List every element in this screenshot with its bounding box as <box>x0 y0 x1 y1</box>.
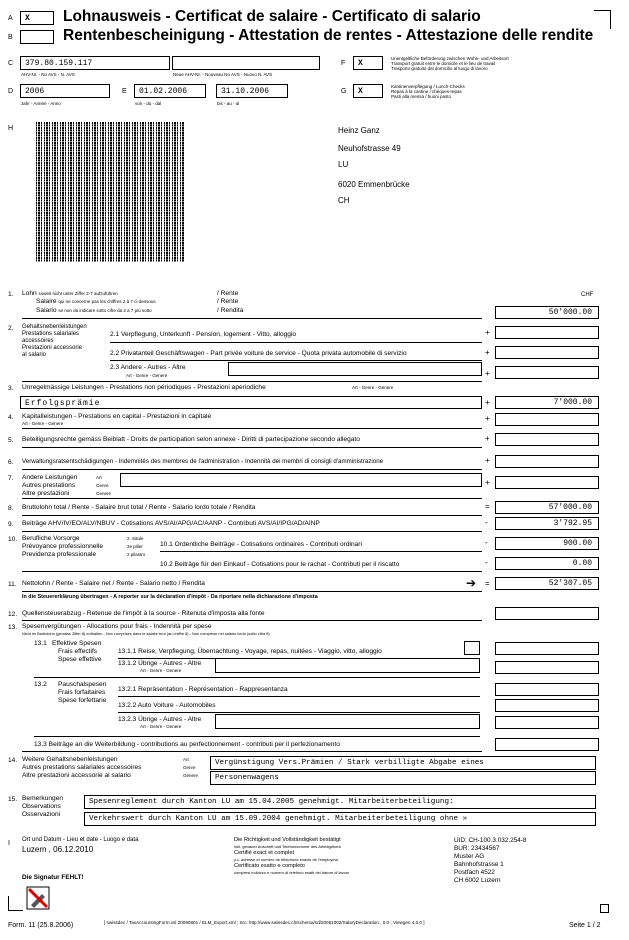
letter-d: D <box>8 88 14 95</box>
confirm-line-3: Certifié exact et complet <box>234 850 295 856</box>
section-f-text-2: Transport gratuit entre le domicile et le lieu de travail <box>391 61 496 66</box>
checkbox-b[interactable] <box>20 30 54 44</box>
row3-type-field[interactable]: Erfolgsprämie <box>20 396 482 409</box>
row11-amount[interactable]: 52'307.05 <box>495 577 599 590</box>
row9-sign: - <box>485 518 488 527</box>
period-to-field[interactable]: 31.10.2006 <box>216 84 288 98</box>
row12-amount[interactable] <box>495 607 599 620</box>
row14-label-2: Autres prestations salariales accessoires <box>22 764 142 771</box>
row12-number: 12. <box>8 611 18 618</box>
row11-number: 11. <box>8 581 17 588</box>
row10-2-amount[interactable]: 0.00 <box>495 557 599 570</box>
year-label: Jahr - Année - Anno <box>21 101 61 106</box>
confirm-line-1: Die Richtigkeit und Vollständigkeit bestätigt <box>234 837 341 843</box>
row2-number: 2. <box>8 325 14 332</box>
section-g-text-2: Repas à la cantine / chèques-repas <box>391 89 462 94</box>
row10-1-label: 10.1 Ordentliche Beiträge - Cotisations ordinaires - Contributi ordinari <box>160 541 362 548</box>
row13-1-number: 13.1 <box>34 640 47 647</box>
place-date-value: Luzern , 06.12.2010 <box>22 845 94 854</box>
row1-label-it: Salario se non da indicare sotto cifre da 2 a 7 più sotto <box>36 307 152 314</box>
row14-type-field-1[interactable]: Vergünstigung Vers.Prämien / Stark verbilligte Abgabe eines <box>210 756 596 770</box>
source-info: [ swissdec / TaxAccountingForm.xsl 20090801 / ELM_Export.xml ; Src: http://www.swissdec.ch/schema/sd/20051002/SalaryDeclaration , 0.0 ; Viewgen 4.0.0 ] <box>104 920 425 925</box>
row7-label-3: Altre prestazioni <box>22 490 70 497</box>
letter-h: H <box>8 125 14 132</box>
row13-1-2-amount[interactable] <box>495 661 599 674</box>
row13-number: 13. <box>8 624 18 631</box>
period-from-field[interactable]: 01.02.2006 <box>134 84 206 98</box>
corner-mark-bottom-left <box>8 896 23 911</box>
row3-number: 3. <box>8 385 14 392</box>
row13-1-label-2: Frais effectifs <box>58 648 98 655</box>
row6-label: Verwaltungsratsentschädigungen - Indemnités des membres de l'administration - Indennità dei membri di consigli d'amministrazione <box>22 458 384 465</box>
row5-amount[interactable] <box>495 433 599 446</box>
row10-pillar-1: 2. Säule <box>127 536 144 541</box>
row8-number: 8. <box>8 505 14 512</box>
corner-mark-bottom-right <box>600 904 609 913</box>
row1-number: 1. <box>8 291 14 298</box>
row7-art-1: Art <box>96 475 102 480</box>
letter-f: F <box>341 60 346 67</box>
row15-label-3: Osservazioni <box>22 811 61 818</box>
row15-label-1: Bemerkungen <box>22 795 64 802</box>
row1-label-de: Lohn soweit nicht unter Ziffer 2-7 aufzuführen <box>22 290 118 297</box>
ahv-number-field[interactable]: 379.80.159.117 <box>20 56 170 70</box>
row1-label-fr: Salaire qui ne concerne pas les chiffres 2 à 7 ci-dessous <box>36 298 156 305</box>
row12-label: Quellensteuerabzug - Retenue de l'impôt à la source - Ritenuta d'imposta alla fonte <box>22 610 265 617</box>
row10-label-3: Previdenza professionale <box>22 551 97 558</box>
employer-company: Muster AG <box>454 853 485 860</box>
row13-2-3-amount[interactable] <box>495 716 599 729</box>
section-g-text-1: Kantinenverpflegung / Lunch-Checks <box>391 84 465 89</box>
row2-label-3: accessoires <box>22 338 54 344</box>
row6-amount[interactable] <box>495 455 599 468</box>
remarks-field-2[interactable]: Verkehrswert durch Kanton LU am 15.09.2004 genehmigt. Mitarbeiterbeteiligung ohne » <box>84 812 596 826</box>
row4-label: Kapitalleistungen - Prestations en capital - Prestazioni in capitale <box>22 413 212 420</box>
row4-number: 4. <box>8 414 14 421</box>
confirm-line-6: compresi indirizzo e numero di telefono esatti del datore di lavoro <box>234 870 350 875</box>
row6-sign: + <box>485 456 490 465</box>
arrow-right-icon: ➔ <box>466 576 477 590</box>
row5-label: Beteiligungsrechte gemäss Beiblatt - Droits de participation selon annexe - Diritti di partecipazione secondo allegato <box>22 436 360 443</box>
period-from-label: von - du - dal <box>135 101 162 106</box>
row1-rent-fr: / Rente <box>217 298 239 305</box>
row13-3-amount[interactable] <box>495 738 599 751</box>
row2-2-sign: + <box>485 348 490 357</box>
row7-label-2: Autres prestations <box>22 482 76 489</box>
row10-2-label: 10.2 Beiträge für den Einkauf - Cotisations pour le rachat - Contributi per il riscatto <box>160 561 400 568</box>
section-f-text-1: Unentgeltliche Beförderung zwischen Wohn- und Arbeitsort <box>391 56 509 61</box>
confirm-line-2: inkl. genauer Anschrift und Telefonnummer des Arbeitgebers <box>234 844 341 849</box>
currency-label: CHF <box>581 292 594 298</box>
row8-amount[interactable]: 57'000.00 <box>495 501 599 514</box>
row2-1-label: 2.1 Verpflegung, Unterkunft - Pension, logement - Vitto, alloggio <box>110 331 297 338</box>
employee-canton: LU <box>338 160 349 169</box>
row1-rent-it: / Rendita <box>217 307 244 314</box>
employee-name: Heinz Ganz <box>338 126 380 135</box>
row5-sign: + <box>485 434 490 443</box>
row8-sign: = <box>485 502 490 511</box>
employee-city: 6020 Emmenbrücke <box>338 180 410 189</box>
row2-label-4: Prestazioni accessorie <box>22 345 83 351</box>
confirm-line-4: y.c. adresse et numéro de téléphone exacts de l'employeur <box>234 857 339 862</box>
row10-label-1: Berufliche Vorsorge <box>22 535 80 542</box>
barcode-image <box>36 122 184 262</box>
confirm-line-5: Certificato esatto e completo <box>234 863 305 869</box>
row11-note: In die Steuererklärung übertragen - A reporter sur la déclaration d'impôt - Da riportare nella dichiarazione d'imposta <box>22 594 318 600</box>
row13-2-2-label: 13.2.2 Auto Voiture - Automobiles <box>118 702 216 709</box>
checkbox-g[interactable]: X <box>353 84 383 98</box>
row13-label: Spesenvergütungen - Allocations pour frais - Indennità per spese <box>22 623 212 630</box>
employer-postbox: Postfach 4522 <box>454 869 495 876</box>
row7-amount[interactable] <box>495 476 599 489</box>
letter-a: A <box>8 15 13 22</box>
row13-1-label-1: Effektive Spesen <box>52 640 102 647</box>
employer-uid: UID: CH-100.3.032.254-8 <box>454 837 527 844</box>
row14-label-3: Altre prestazioni accessorie al salario <box>22 772 131 779</box>
year-field[interactable]: 2006 <box>20 84 110 98</box>
row13-2-2-amount[interactable] <box>495 699 599 712</box>
row11-label: Nettolohn / Rente - Salaire net / Rente - Salario netto / Rendita <box>22 580 205 587</box>
employer-bur: BUR: 23434567 <box>454 845 500 852</box>
row13-1-2-label: 13.1.2 Übrige - Autres - Altre <box>118 660 202 667</box>
letter-e: E <box>122 88 127 95</box>
row13-2-label-1: Pauschalspesen <box>58 681 107 688</box>
employee-street: Neuhofstrasse 49 <box>338 144 401 153</box>
row5-number: 5. <box>8 437 14 444</box>
row13-2-3-sublabel: Art - Genre - Genere <box>140 724 182 729</box>
row10-pillar-2: 2e pilier <box>127 544 143 549</box>
letter-c: C <box>8 60 14 67</box>
row7-sign: + <box>485 478 490 487</box>
row10-2-sign: - <box>485 558 488 567</box>
row13-note: Nicht im Bruttolohn (gemäss Ziffer 8) enthalten - Non comprises dans le salaire brut (au chiffre 8) - Non comprese nel salario lordo (sotto cifra 8) <box>22 631 270 636</box>
row14-art-3: Genere <box>183 773 199 778</box>
row2-3-sign: + <box>485 369 490 378</box>
row15-label-2: Observations <box>22 803 61 810</box>
letter-i: I <box>8 840 10 847</box>
row2-label-1: Gehaltsnebenleistungen <box>22 324 87 330</box>
row2-label-2: Prestations salariales <box>22 331 80 337</box>
row4-amount[interactable] <box>495 413 599 426</box>
employer-street: Bahnhofstrasse 1 <box>454 861 504 868</box>
employer-city: CH 6002 Luzern <box>454 877 501 884</box>
row10-pillar-3: 2 pilastro <box>127 552 146 557</box>
row13-2-number: 13.2 <box>34 681 47 688</box>
ahv-label: AHV-Nr. - No AVS - N. AVS <box>21 72 75 77</box>
employee-country: CH <box>338 196 350 205</box>
row13-2-label-2: Frais forfaitaires <box>58 689 106 696</box>
new-ahv-number-field[interactable] <box>172 56 320 70</box>
row4-sign: + <box>485 414 490 423</box>
row13-1-label-3: Spese effettive <box>58 656 102 663</box>
letter-g: G <box>341 88 347 95</box>
title-b: Rentenbescheinigung - Attestation de rentes - Attestazione delle rendite <box>63 27 594 44</box>
row3-sign: + <box>485 398 490 407</box>
letter-b: B <box>8 34 13 41</box>
row10-1-amount[interactable]: 900.00 <box>495 537 599 550</box>
signature-missing-text: Die Signatur FEHLT! <box>22 874 84 881</box>
form-number: Form. 11 (25.8.2006) <box>8 922 74 929</box>
row10-number: 10. <box>8 536 18 543</box>
row2-3-amount[interactable] <box>495 366 599 379</box>
row13-2-1-label: 13.2.1 Repräsentation - Représentation - Rappresentanza <box>118 686 288 693</box>
row3-amount[interactable]: 7'000.00 <box>495 396 599 409</box>
row2-3-sublabel: Art - Genre - Genere <box>126 373 168 378</box>
row13-1-2-sublabel: Art - Genre - Genere <box>140 668 182 673</box>
row14-type-field-2[interactable]: Personenwagens <box>210 771 596 785</box>
checkbox-a[interactable]: X <box>20 11 54 25</box>
row6-number: 6. <box>8 459 14 466</box>
row3-art-label: Art - Genre - Genere <box>352 385 394 390</box>
row13-1-1-amount[interactable] <box>495 642 599 655</box>
row1-amount[interactable]: 50'000.00 <box>495 306 599 319</box>
row9-number: 9. <box>8 521 14 528</box>
section-f-text-3: Trasporto gratuito dal domicilio al luogo di lavoro <box>391 66 488 71</box>
row13-2-1-amount[interactable] <box>495 683 599 696</box>
row13-3-label: 13.3 Beiträge an die Weiterbildung - contributions au perfectionnement - contributi per il perfezionamento <box>34 741 340 748</box>
row14-art-1: Art <box>183 757 189 762</box>
row13-2-3-label: 13.2.3 Übrige - Autres - Altre <box>118 716 202 723</box>
row2-3-type-field[interactable] <box>228 362 482 376</box>
title-a: Lohnausweis - Certificat de salaire - Certificato di salario <box>63 8 481 25</box>
row15-number: 15. <box>8 796 18 803</box>
page-number: Seite 1 / 2 <box>569 922 601 929</box>
row14-number: 14. <box>8 757 18 764</box>
row2-2-label: 2.2 Privatanteil Geschäftswagen - Part privée voiture de service - Quota privata automobile di servizio <box>110 350 407 357</box>
row13-2-3-type-field[interactable] <box>215 714 480 729</box>
row10-label-2: Prévoyance professionnelle <box>22 543 104 550</box>
row9-label: Beiträge AHV/IV/EO/ALV/NBUV - Cotisations AVS/AI/APG/AC/AANP - Contributi AVS/AI/IPG/AD/AINP <box>22 520 320 527</box>
row2-2-amount[interactable] <box>495 346 599 359</box>
remarks-field-1[interactable]: Spesenreglement durch Kanton LU am 15.04.2005 genehmigt. Mitarbeiterbeteiligung: <box>84 795 596 809</box>
row4-art-label: Art - Genre - Genere <box>22 421 64 426</box>
row13-1-1-label: 13.1.1 Reise, Verpflegung, Übernachtung - Voyage, repas, nuitées - Viaggio, vitto, alloggio <box>118 648 382 655</box>
checkbox-f[interactable]: X <box>353 56 383 70</box>
row2-1-amount[interactable] <box>495 326 599 339</box>
section-g-text-3: Pasti alla mensa / buoni pasto <box>391 94 452 99</box>
row11-sign: = <box>485 579 490 588</box>
row13-1-2-type-field[interactable] <box>215 658 480 673</box>
row2-label-5: al salario <box>22 352 47 358</box>
row7-label-1: Andere Leistungen <box>22 474 78 481</box>
no-signature-icon <box>26 886 50 910</box>
row14-art-2: Genre <box>183 765 196 770</box>
row13-1-1-checkbox[interactable] <box>464 641 480 655</box>
row7-art-3: Genere <box>96 491 112 496</box>
row7-type-field[interactable] <box>120 473 482 487</box>
row10-1-sign: - <box>485 538 488 547</box>
place-date-label: Ort und Datum - Lieu et date - Luogo e data <box>22 837 139 843</box>
row2-3-label: 2.3 Andere - Autres - Altre <box>110 364 186 371</box>
new-ahv-label: Neue AHV-Nr. - Nouveau No AVS - Nuovo N. AVS <box>173 72 273 77</box>
row7-number: 7. <box>8 475 14 482</box>
row14-label-1: Weitere Gehaltsnebenleistungen <box>22 756 118 763</box>
period-to-label: bis - au - al <box>217 101 240 106</box>
row1-rent-de: / Rente <box>217 290 239 297</box>
corner-mark-top-right <box>594 10 611 29</box>
row9-amount[interactable]: 3'792.95 <box>495 517 599 530</box>
row3-label: Unregelmässige Leistungen - Prestations non périodiques - Prestazioni aperiodiche <box>22 384 266 391</box>
row2-1-sign: + <box>485 328 490 337</box>
row7-art-2: Genre <box>96 483 109 488</box>
row13-2-label-3: Spese forfettarie <box>58 697 107 704</box>
row8-label: Bruttolohn total / Rente - Salaire brut total / Rente - Salario lordo totale / Rendita <box>22 504 256 511</box>
